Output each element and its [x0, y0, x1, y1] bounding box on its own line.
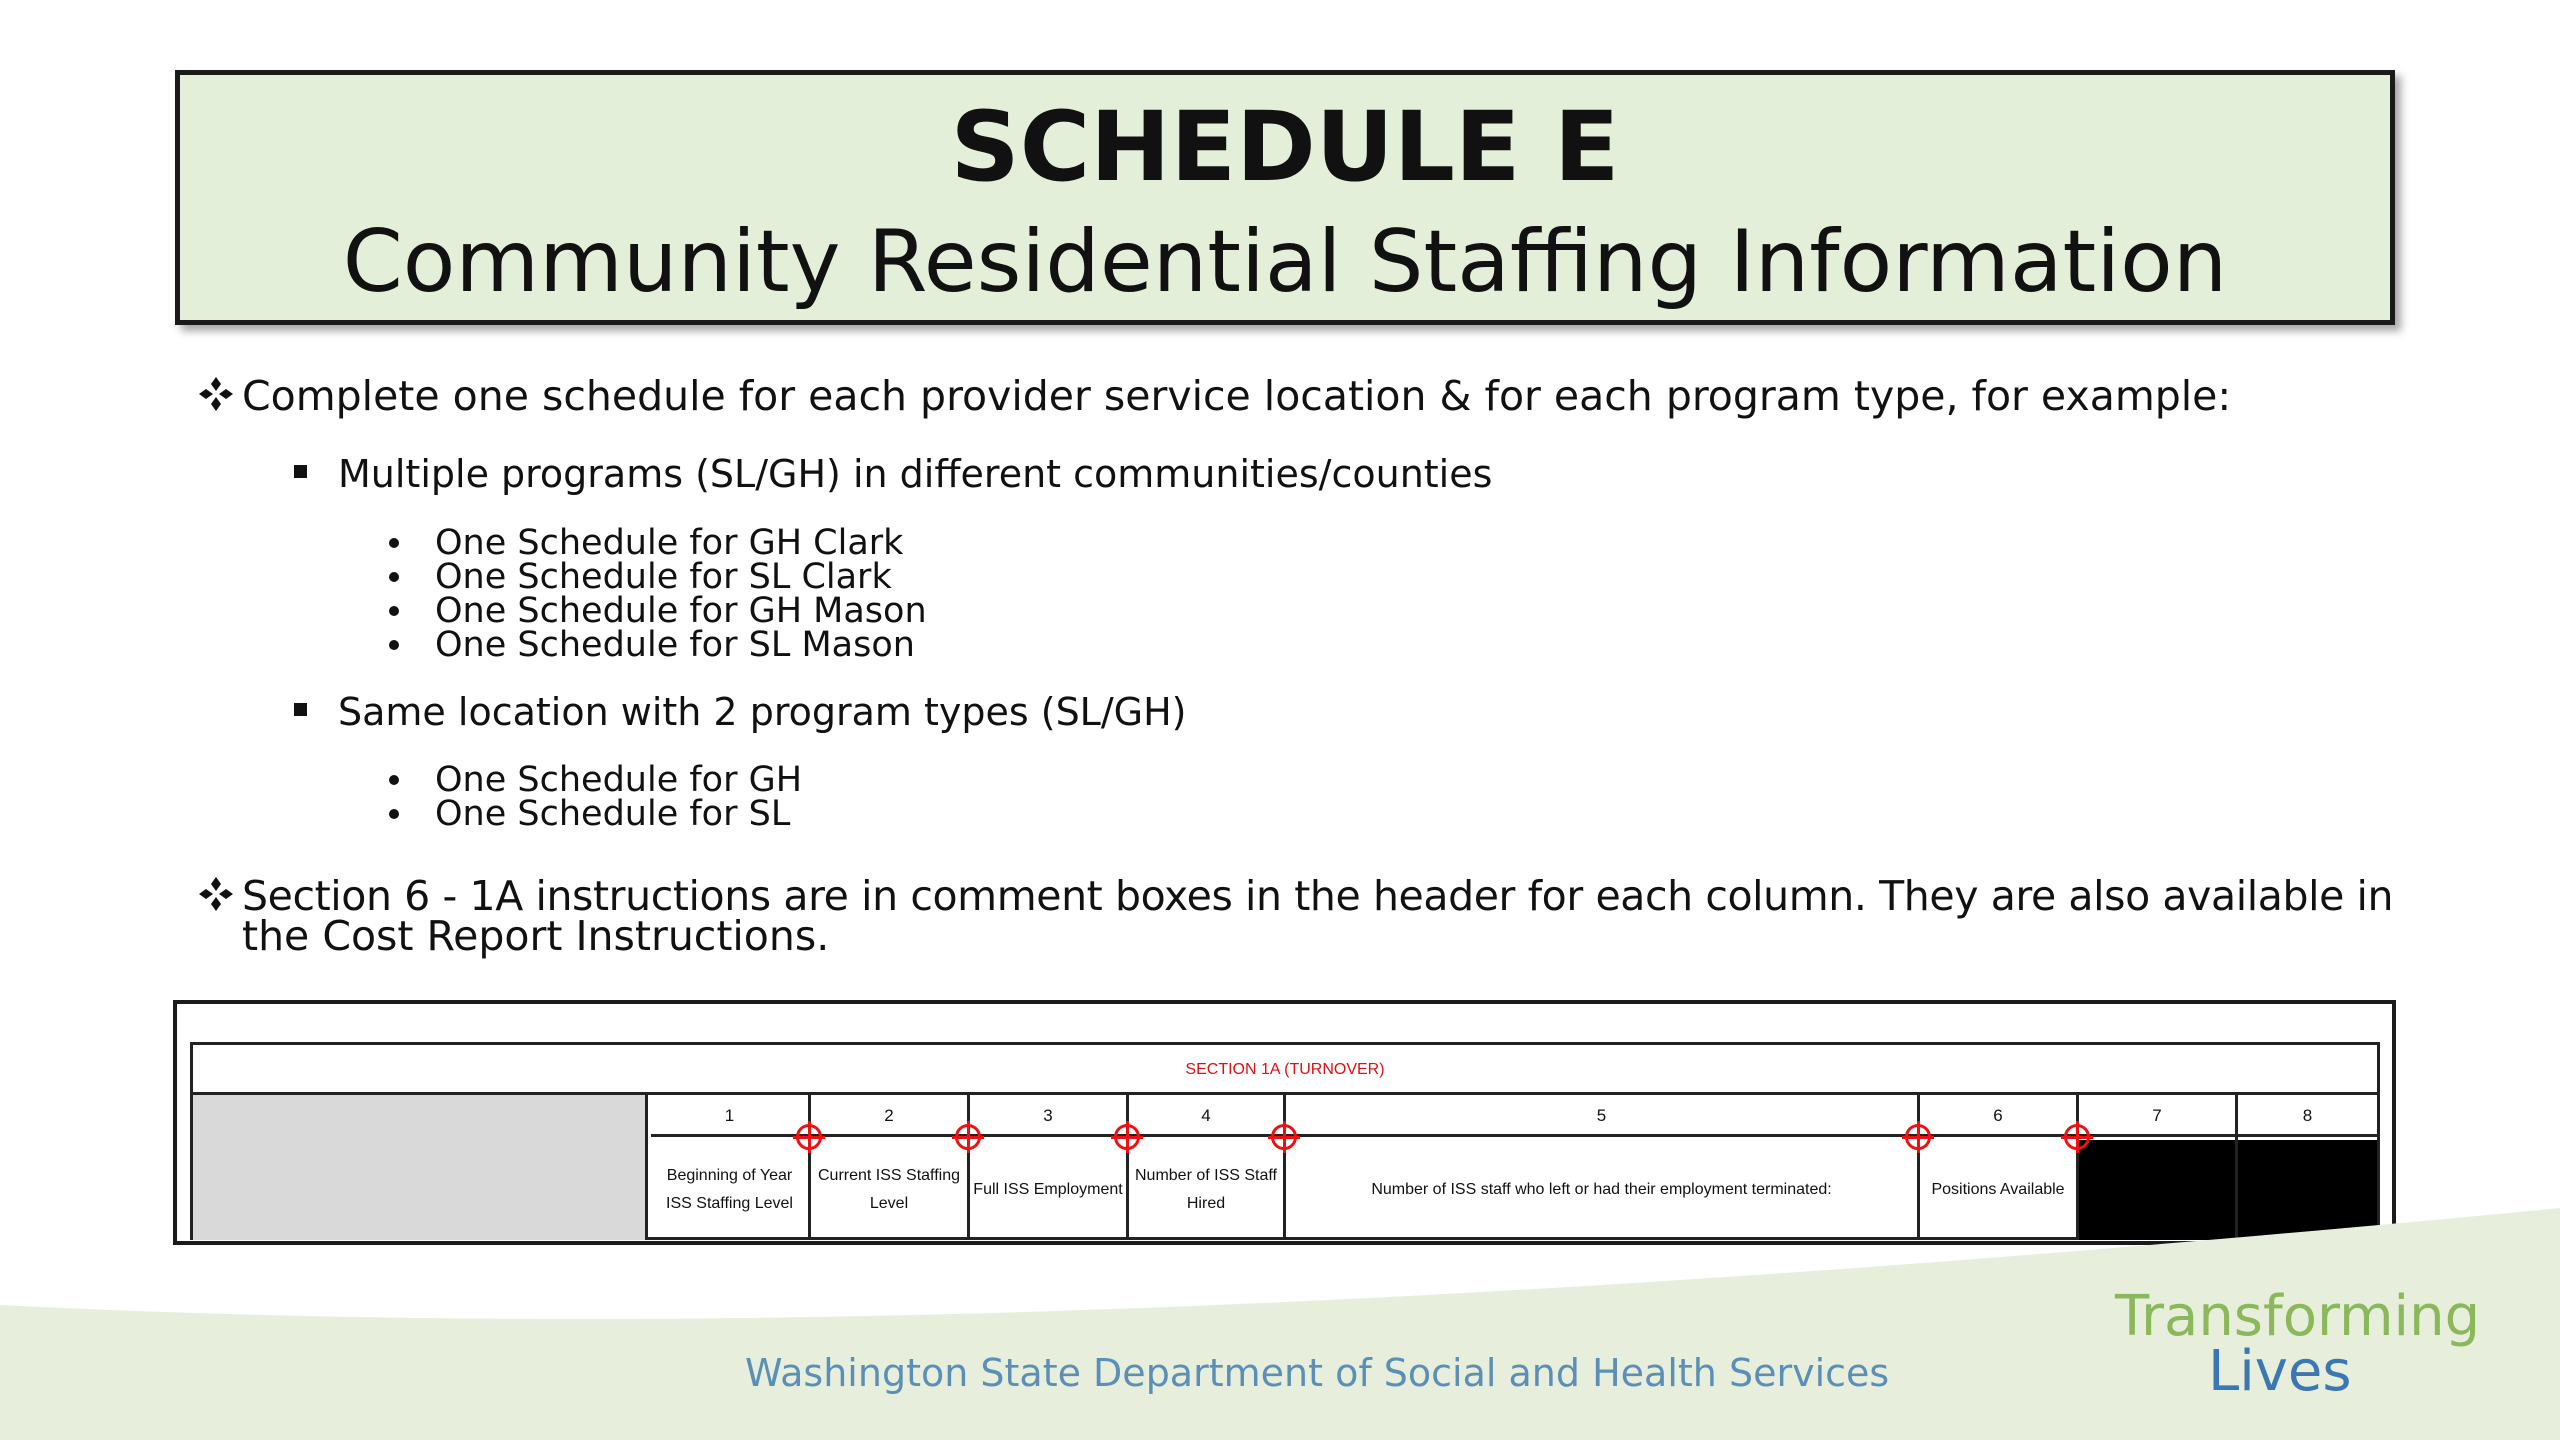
main-point-2-line1: Section 6 - 1A instructions are in comment boxes in the header for each column. They are also available in — [242, 872, 2394, 920]
dot-bullet-icon — [389, 538, 399, 548]
title-box — [175, 70, 2395, 325]
brand-line-1: Transforming — [2115, 1284, 2481, 1349]
column-number: 3 — [970, 1095, 1126, 1137]
column-label: Positions Available — [1931, 1181, 2065, 1198]
sub-point-2: Same location with 2 program types (SL/GH) — [338, 690, 1187, 734]
list-item: One Schedule for SL — [435, 794, 791, 834]
brand-line-2: Lives — [2208, 1339, 2352, 1404]
comment-marker-icon[interactable] — [1905, 1124, 1931, 1150]
sub-point-1: Multiple programs (SL/GH) in different communities/counties — [338, 452, 1493, 496]
square-bullet-icon — [294, 703, 307, 716]
list-item: One Schedule for GH Mason — [435, 591, 927, 631]
column-number: 8 — [2238, 1095, 2377, 1137]
column-number: 5 — [1286, 1095, 1917, 1137]
column-label: Beginning of Year ISS Staffing Level — [666, 1167, 793, 1212]
column-label: Full ISS Employment — [973, 1181, 1123, 1198]
list-item: One Schedule for SL Mason — [435, 625, 915, 665]
diamond-bullet-icon — [197, 875, 235, 917]
dot-bullet-icon — [389, 606, 399, 616]
organization-name: Washington State Department of Social and Health Services — [745, 1351, 1890, 1395]
section-title: SECTION 1A (TURNOVER) — [193, 1045, 2377, 1095]
column-number: 4 — [1129, 1095, 1283, 1137]
dot-bullet-icon — [389, 640, 399, 650]
diamond-bullet-icon — [197, 375, 235, 417]
main-point-2-line2: the Cost Report Instructions. — [242, 912, 830, 960]
column-number: 7 — [2079, 1095, 2235, 1137]
page-subtitle: Community Residential Staffing Information — [342, 212, 2228, 312]
column-label: Current ISS Staffing Level — [818, 1167, 960, 1212]
main-point-1: Complete one schedule for each provider service location & for each program type, for example: — [242, 372, 2232, 420]
column-number: 2 — [811, 1095, 967, 1137]
column-number: 6 — [1920, 1095, 2076, 1137]
column-label: Number of ISS staff who left or had their employment terminated: — [1371, 1181, 1832, 1198]
column-label: Number of ISS Staff Hired — [1135, 1167, 1277, 1212]
square-bullet-icon — [294, 465, 307, 478]
comment-marker-icon[interactable] — [796, 1124, 822, 1150]
list-item: One Schedule for GH Clark — [435, 523, 904, 563]
list-item: One Schedule for GH — [435, 760, 803, 800]
comment-marker-icon[interactable] — [1114, 1124, 1140, 1150]
dot-bullet-icon — [389, 775, 399, 785]
dot-bullet-icon — [389, 572, 399, 582]
dot-bullet-icon — [389, 809, 399, 819]
comment-marker-icon[interactable] — [1271, 1124, 1297, 1150]
list-item: One Schedule for SL Clark — [435, 557, 892, 597]
comment-marker-icon[interactable] — [2064, 1124, 2090, 1150]
comment-marker-icon[interactable] — [955, 1124, 981, 1150]
column-number: 1 — [651, 1095, 808, 1137]
page-title: SCHEDULE E — [950, 91, 1620, 203]
